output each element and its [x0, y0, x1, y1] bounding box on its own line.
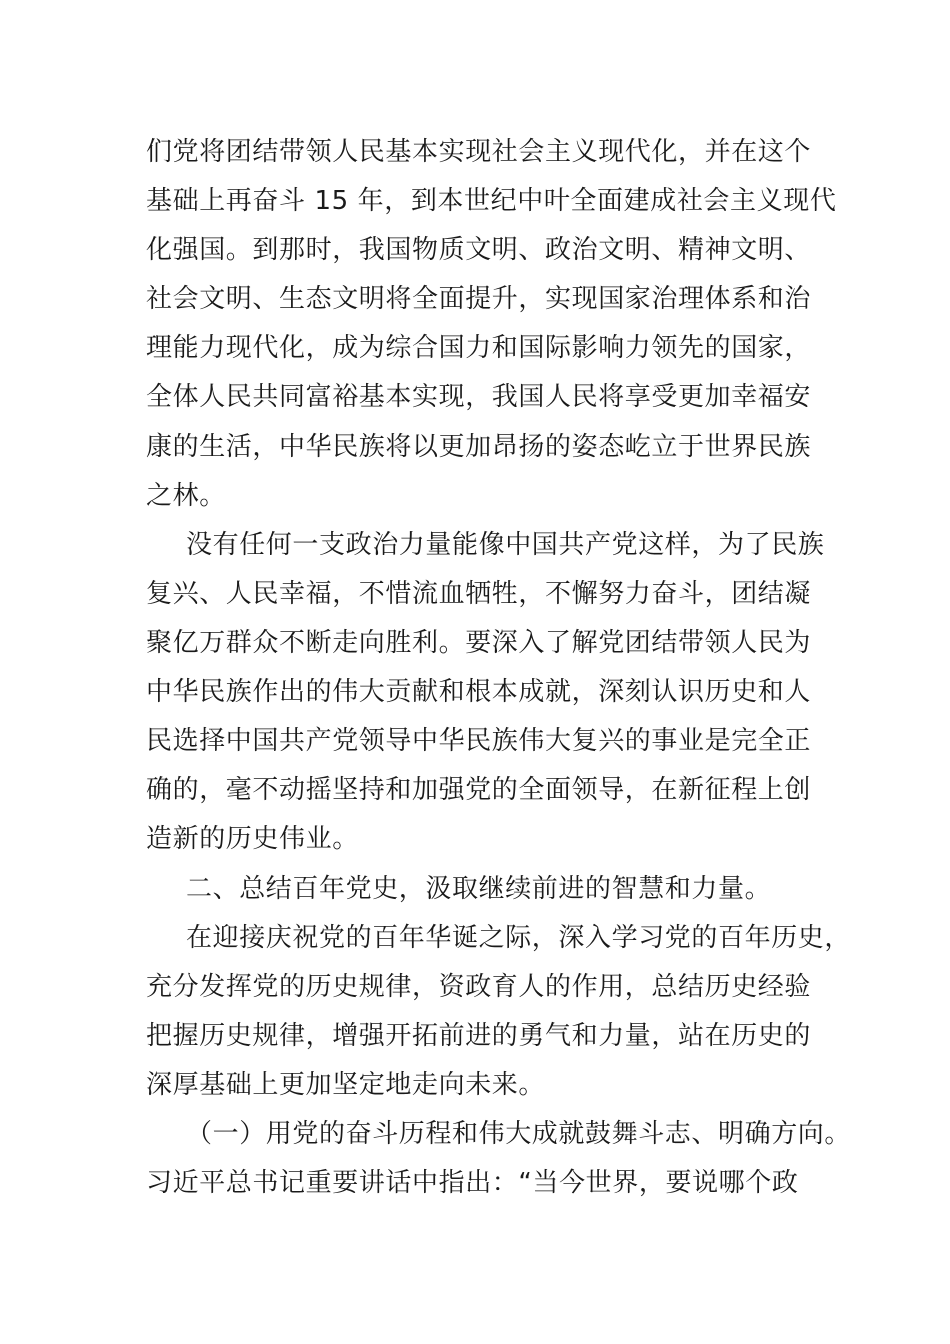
text-line: 中华民族作出的伟大贡献和根本成就，深刻认识历史和人 [146, 677, 812, 707]
text-line: 充分发挥党的历史规律，资政育人的作用，总结历史经验 [146, 972, 812, 1002]
text-line: 深厚基础上更加坚定地走向未来。 [146, 1070, 546, 1100]
text-line: 们党将团结带领人民基本实现社会主义现代化，并在这个 [146, 137, 812, 167]
text-line: 康的生活，中华民族将以更加昂扬的姿态屹立于世界民族 [146, 432, 812, 462]
text-line: 全体人民共同富裕基本实现，我国人民将享受更加幸福安 [146, 382, 812, 412]
text-line: 聚亿万群众不断走向胜利。要深入了解党团结带领人民为 [146, 628, 812, 658]
text-line: 习近平总书记重要讲话中指出：“当今世界，要说哪个政 [146, 1168, 799, 1198]
text-line: 确的，毫不动摇坚持和加强党的全面领导，在新征程上创 [146, 775, 812, 805]
paragraph-first-line: 没有任何一支政治力量能像中国共产党这样，为了民族 [186, 530, 825, 560]
text-line: 社会文明、生态文明将全面提升，实现国家治理体系和治 [146, 284, 812, 314]
text-line: 理能力现代化，成为综合国力和国际影响力领先的国家， [146, 333, 812, 363]
text-line: 之林。 [146, 481, 226, 511]
text-line: 造新的历史伟业。 [146, 824, 359, 854]
text-line: 复兴、人民幸福，不惜流血牺牲，不懈努力奋斗，团结凝 [146, 579, 812, 609]
text-line: 基础上再奋斗 15 年，到本世纪中叶全面建成社会主义现代 [146, 186, 837, 216]
paragraph-first-line: 在迎接庆祝党的百年华诞之际，深入学习党的百年历史， [186, 923, 852, 953]
section-heading: 二、总结百年党史，汲取继续前进的智慧和力量。 [186, 874, 772, 904]
text-line: 民选择中国共产党领导中华民族伟大复兴的事业是完全正 [146, 726, 812, 756]
text-line: 化强国。到那时，我国物质文明、政治文明、精神文明、 [146, 235, 812, 265]
subsection-heading: （一）用党的奋斗历程和伟大成就鼓舞斗志、明确方向。 [186, 1119, 852, 1149]
text-line: 把握历史规律，增强开拓前进的勇气和力量，站在历史的 [146, 1021, 812, 1051]
